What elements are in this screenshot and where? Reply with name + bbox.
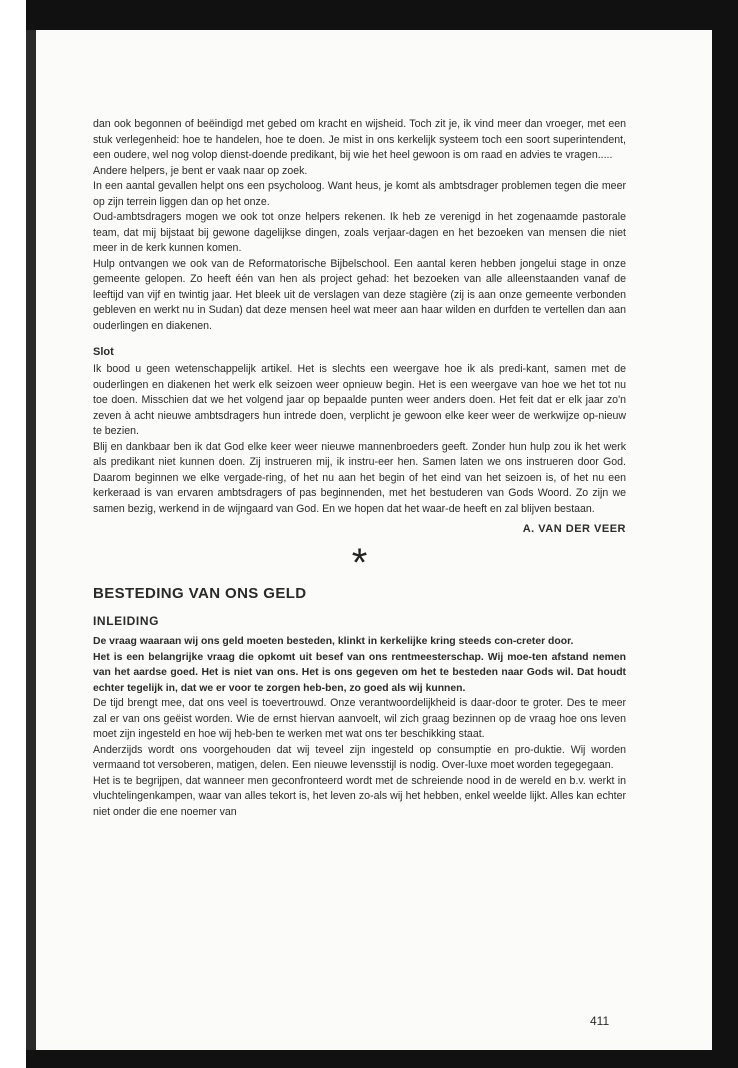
bold-paragraph: De vraag waaraan wij ons geld moeten besteden, klinkt in kerkelijke kring steeds con-creter door. (93, 636, 574, 647)
bold-paragraph: Het is een belangrijke vraag die opkomt uit besef van ons rentmeesterschap. Wij moe-ten afstand nemen van het aardse goed. Het is niet van ons. Het is ons gegeven om het te besteden naar Gods wil. Dat houdt echter tegelijk in, dat we er voor te zorgen heb-ben, zo goed als wij kunnen. (93, 651, 626, 694)
page-number: 411 (590, 1014, 610, 1028)
scan-border-bottom (26, 1050, 738, 1068)
scan-border-left (26, 30, 36, 1050)
author-signature: A. VAN DER VEER (522, 523, 626, 535)
paragraph: Andere helpers, je bent er vaak naar op zoek. (93, 164, 308, 177)
paragraph: In een aantal gevallen helpt ons een psycholoog. Want heus, je komt als ambtsdrager problemen tegen die meer op zijn terrein liggen dan op het onze. (93, 180, 626, 208)
section-title-slot: Slot (93, 346, 114, 358)
paragraph: Blij en dankbaar ben ik dat God elke keer weer nieuwe mannenbroeders geeft. Zonder hun hulp zou ik het werk als predikant niet kunnen doen. Zij instrueren mij, ik instru-eer hen. Samen laten we ons instrueren door God. Daarom beginnen we elke vergade-ring, of het nu aan het begin of het eind van het seizoen is, of het nu een kerkeraad is van ervaren ambtsdragers of pas beginnenden, met het bestuderen van Gods Woord. Zo zijn we samen bezig, werkend in de wijngaard van God. En we hopen dat het waar-de heeft en zal blijven bestaan. (93, 440, 626, 515)
paragraph: Het is te begrijpen, dat wanneer men geconfronteerd wordt met de schreiende nood in de wereld en b.v. werkt in vluchtelingenkampen, waar van alles tekort is, het leven zo-als wij het hebben, enkel weelde lijkt. Alles kan echter niet onder die ene noemer van (93, 774, 626, 818)
paragraph: Ik bood u geen wetenschappelijk artikel. Het is slechts een weergave hoe ik als predi-kant, samen met de ouderlingen en diakenen het werk elk seizoen weer opnieuw begin. Het is een weergave van hoe we het tot nu toe doen. Misschien dat we het volgend jaar op bepaalde punten weer anders doen. Het feit dat er elk jaar zo'n zeven à acht nieuwe ambtsdragers hun intrede doen, verplicht je gewoon elke keer weer de werkwijze op-nieuw te bezien. (93, 363, 626, 437)
paragraph: Hulp ontvangen we ook van de Reformatorische Bijbelschool. Een aantal keren hebben jongelui stage in onze gemeente gelopen. Zo heeft één van hen als project gehad: het bezoeken van alle alleenstaanden vanaf de leeftijd van vijf en twintig jaar. Het bleek uit de verslagen van deze stagière (zij is aan onze gemeente verbonden gebleven en werkt nu in Sudan) dat deze mensen heel wat meer aan haar wilden en durfden te vertellen dan aan ouderlingen en diakenen. (93, 257, 626, 332)
separator-asterisk: * (351, 541, 368, 585)
section-heading: INLEIDING (93, 614, 160, 628)
scan-border-right (712, 0, 738, 1068)
paragraph: dan ook begonnen of beëindigd met gebed om kracht en wijsheid. Toch zit je, ik vind meer dan vroeger, met een stuk verlegenheid: hoe te handelen, hoe te doen. Je mist in ons kerkelijk systeem toch een soort superintendent, een oudere, wel nog volop dienst-doende predikant, bij wie het heel gewoon is om raad en advies te vragen..... (93, 118, 626, 161)
paragraph: Anderzijds wordt ons voorgehouden dat wij teveel zijn ingesteld op consumptie en pro-duktie. Wij worden vermaand tot versoberen, matigen, delen. Een nieuwe levensstijl is nodig. Over-luxe moet worden tegegegaan. (93, 743, 626, 771)
page-content (93, 117, 626, 820)
paragraph: Oud-ambtsdragers mogen we ook tot onze helpers rekenen. Ik heb ze verenigd in het zogenaamde pastorale team, dat mij bijstaat bij gewone dagelijkse dingen, zoals verjaar-dagen en het bezoeken van mensen die niet meer in de kerk kunnen komen. (93, 211, 626, 254)
scan-border-top (26, 0, 738, 30)
article-title: BESTEDING VAN ONS GELD (93, 585, 307, 602)
paragraph: De tijd brengt mee, dat ons veel is toevertrouwd. Onze verantwoordelijkheid is daar-door te groter. Des te meer zal er van ons geëist worden. Wie de ernst hiervan aanvoelt, wil zich graag bezinnen op de vraag hoe ons leven moet zijn ingesteld en hoe wij heb-ben te werken met wat ons ter beschikking staat. (93, 697, 626, 740)
